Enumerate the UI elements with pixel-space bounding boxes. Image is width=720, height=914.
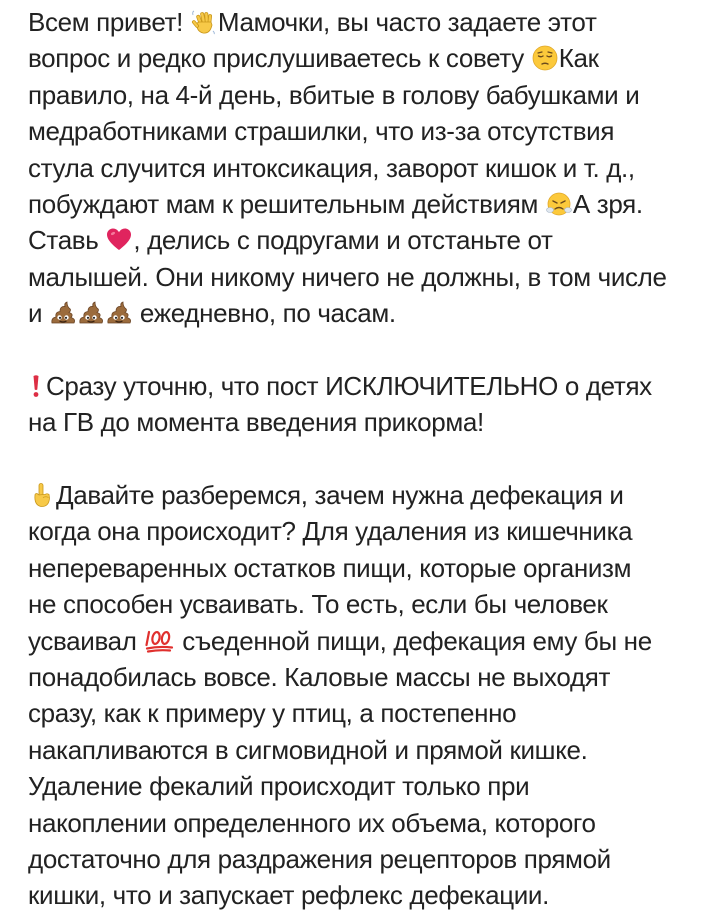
waving-hand-icon [191,9,217,35]
index-pointing-up-icon [29,482,55,508]
post-line: кишки, что и запускает рефлекс дефекации. [28,880,549,911]
post-line: накоплении определенного их объема, которого [28,807,596,838]
pile-of-poo-icon [78,300,104,326]
post-line: когда она происходит? Для удаления из кишечника [28,516,633,547]
pensive-face-icon [532,45,558,71]
post-line: не способен усваивать. То есть, если бы человек [28,589,608,620]
paragraph-spacer [28,332,708,368]
post-line: непереваренных остатков пищи, которые организм [28,552,632,583]
post-line: сразу, как к примеру у птиц, а постепенно [28,698,517,729]
post-line: Удаление фекалий происходит только при [28,771,530,802]
post-line: на ГВ до момента введения прикорма! [28,407,484,438]
paragraph-spacer [28,441,708,477]
red-heart-icon [106,227,132,253]
post-line: вопрос и редко прислушиваетесь к совету Как [28,43,599,74]
post-line: малышей. Они никому ничего не должны, в том числе [28,261,667,292]
post-line: Сразу уточню, что пост ИСКЛЮЧИТЕЛЬНО о детях [28,368,708,404]
face-with-steam-icon [546,191,572,217]
post-line: медработниками страшилки, что из-за отсутствия [28,116,615,147]
post-line: побуждают мам к решительным действиям А зря. [28,188,643,219]
post-line: стула случится интоксикация, заворот кишок и т. д., [28,152,635,183]
pile-of-poo-icon [50,300,76,326]
post-line: Всем привет! Мамочки, вы часто задаете этот [28,7,597,37]
post-line: накапливаются в сигмовидной и прямой кишке. [28,734,588,765]
exclamation-mark-icon [29,373,43,399]
post-line: Давайте разберемся, зачем нужна дефекация и [28,477,708,513]
post-line: правило, на 4-й день, вбитые в голову бабушками и [28,79,640,110]
post-line: достаточно для раздражения рецепторов прямой [28,843,611,874]
post-line: понадобилась вовсе. Каловые массы не выходят [28,662,611,693]
pile-of-poo-icon [106,300,132,326]
post-text [28,4,708,914]
post-line: усваивал съеденной пищи, дефекация ему бы не [28,625,652,656]
post-line: и ежедневно, по часам. [28,298,396,329]
hundred-points-icon [144,628,174,654]
post-line: Ставь , делись с подругами и отстаньте от [28,225,553,256]
